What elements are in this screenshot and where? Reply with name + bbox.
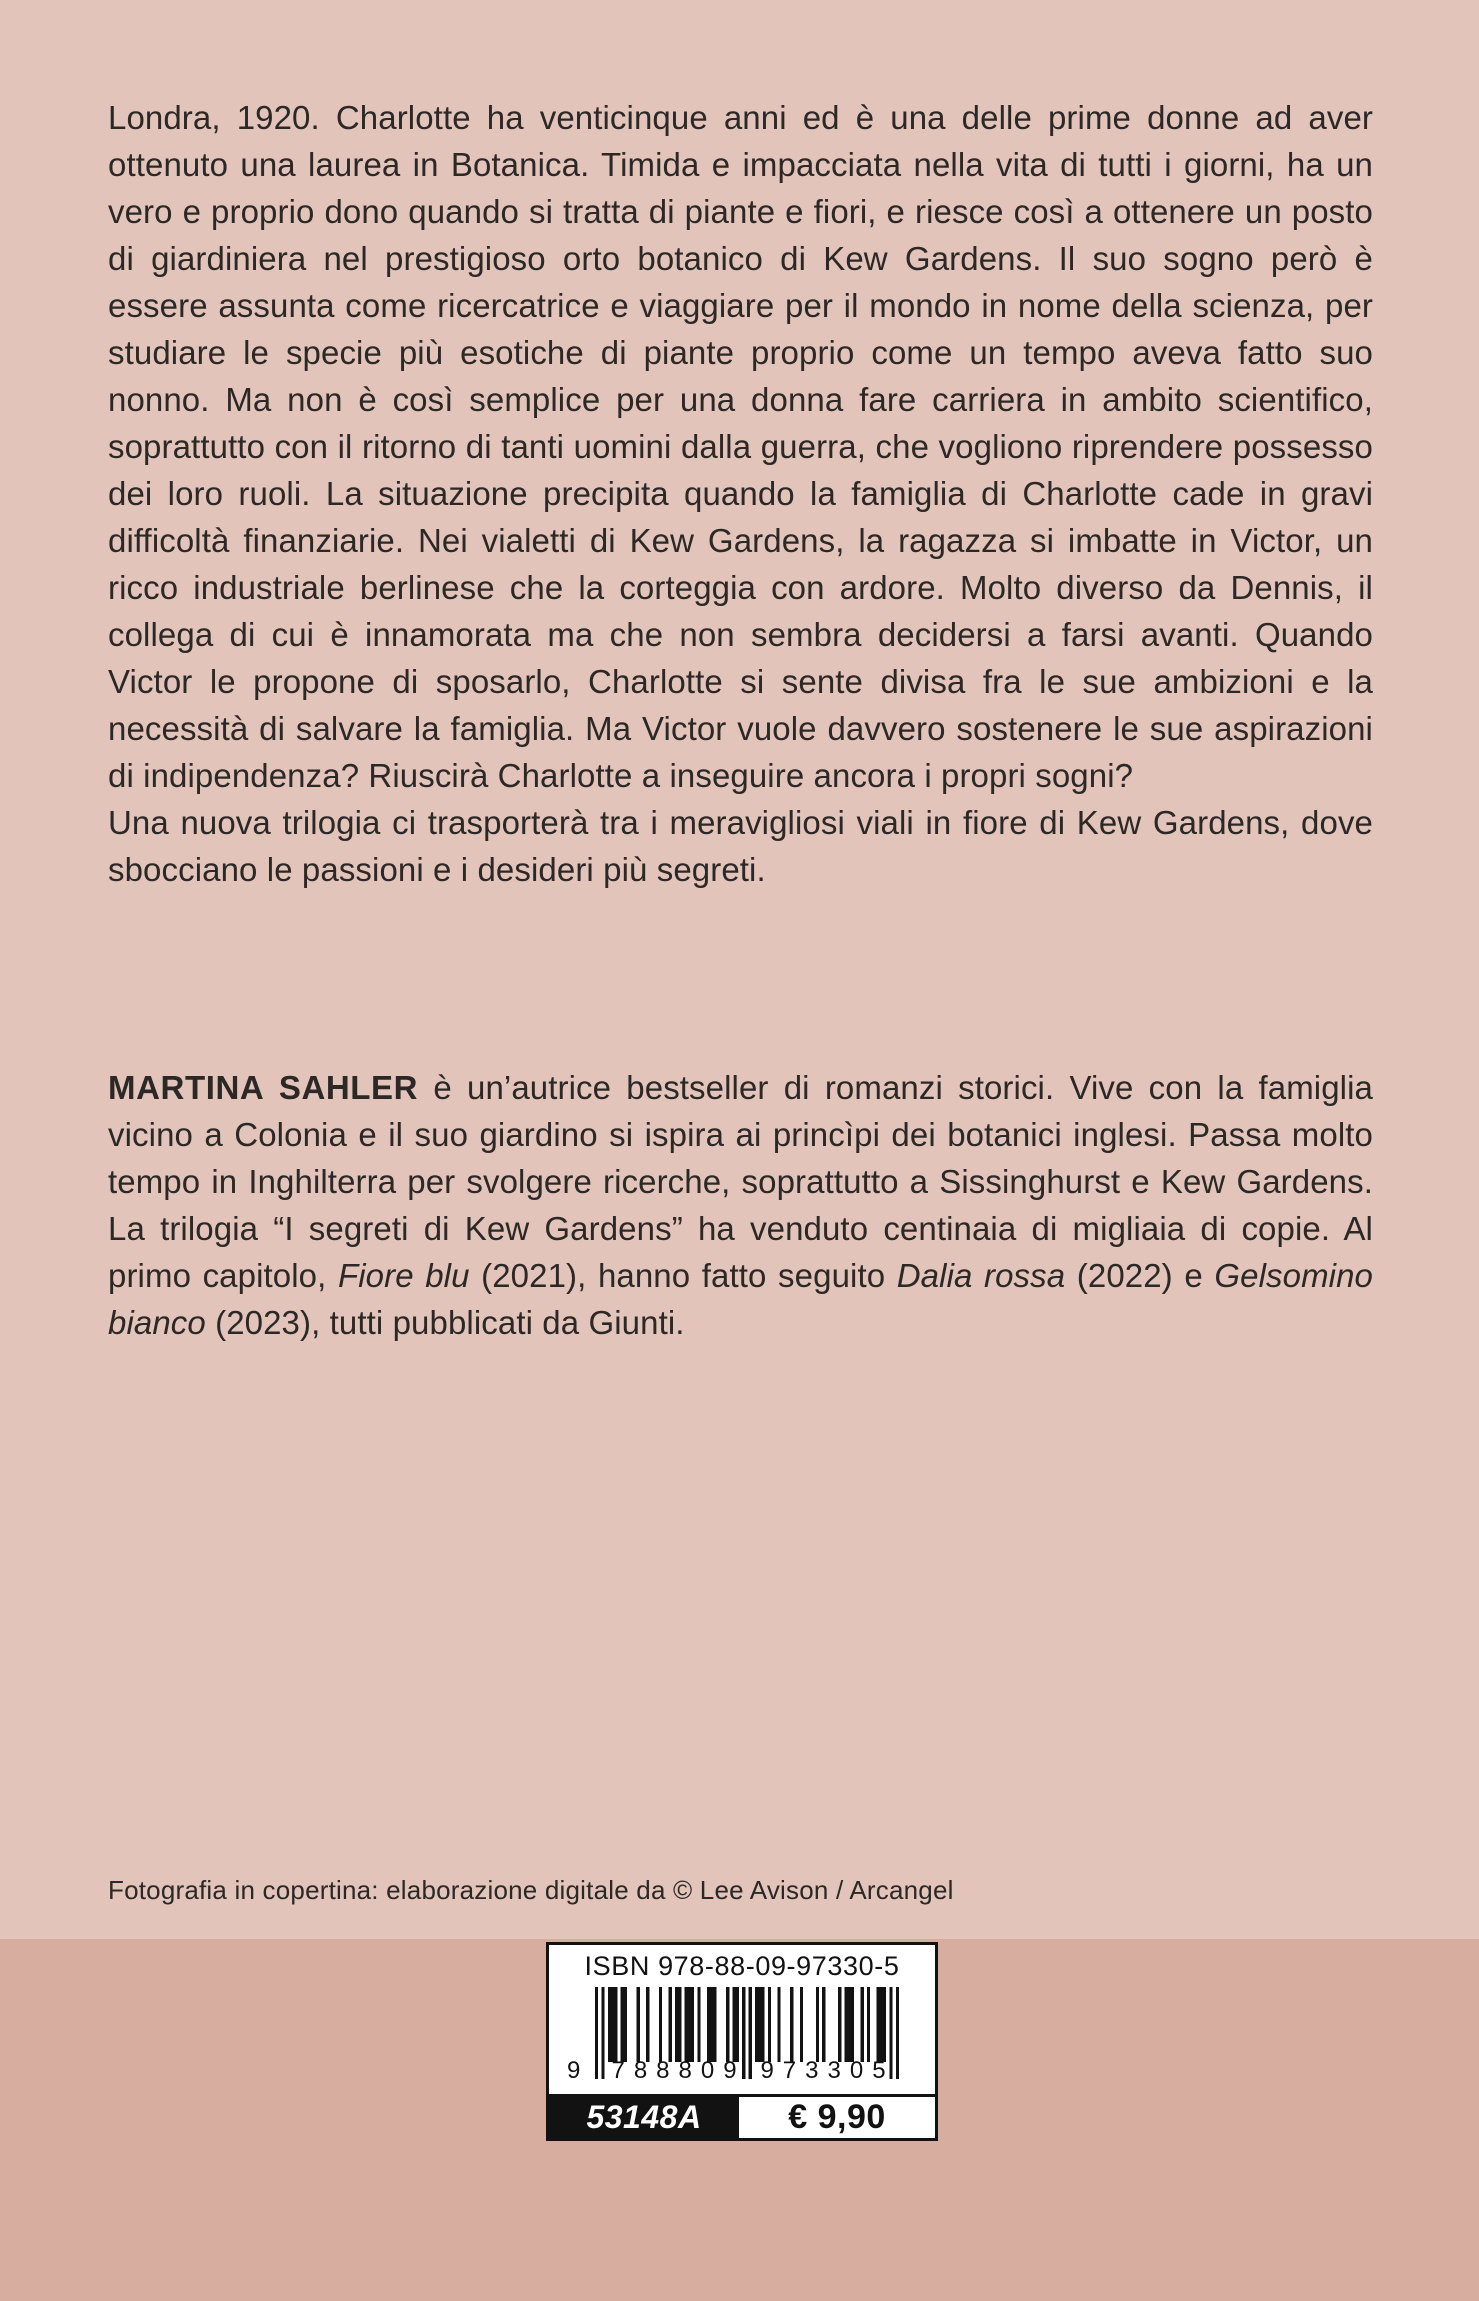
- book-title-gelsomino-bianco: Gelsomino bianco: [108, 1257, 1373, 1341]
- cover-photo-credit: Fotografia in copertina: elaborazione digitale da © Lee Avison / Arcangel: [108, 1875, 954, 1905]
- author-name: MARTINA SAHLER: [108, 1069, 419, 1106]
- book-title-fiore-blu: Fiore blu: [337, 1257, 470, 1294]
- synopsis-paragraph-1: Londra, 1920. Charlotte ha venticinque anni ed è una delle prime donne ad aver ottenuto una laurea in Botanica. Timida e impacciata nella vita di tutti i giorni, ha un vero e proprio dono quando si tratta di piante e fiori, e riesce così a ottenere un posto di giardiniera nel prestigioso orto botanico di Kew Gardens. Il suo sogno però è essere assunta come ricercatrice e viaggiare per il mondo in nome della scienza, per studiare le specie più esotiche di piante proprio come un tempo aveva fatto suo nonno. Ma non è così semplice per una donna fare carriera in ambito scientifico, soprattutto con il ritorno di tanti uomini dalla guerra, che vogliono riprendere possesso dei loro ruoli. La situazione precipita quando la famiglia di Charlotte cade in gravi difficoltà finanziarie. Nei vialetti di Kew Gardens, la ragazza si imbatte in Victor, un ricco industriale berlinese che la corteggia con ardore. Molto diverso da Dennis, il collega di cui è innamorata ma che non sembra decidersi a farsi avanti. Quando Victor le propone di sposarlo, Charlotte si sente divisa fra le sue ambizioni e la necessità di salvare la famiglia. Ma Victor vuole davvero sostenere le sue aspirazioni di indipendenza? Riuscirà Charlotte a inseguire ancora i propri sogni?: [108, 99, 1373, 794]
- bio-segment: (2021), hanno fatto seguito: [469, 1257, 897, 1294]
- book-title-dalia-rossa: Dalia rossa: [896, 1257, 1066, 1294]
- synopsis: [108, 94, 1373, 893]
- isbn-barcode-label: [546, 1942, 938, 2141]
- ean-barcode: [567, 1987, 899, 2086]
- barcode-lead-digit: 9: [567, 2057, 581, 2084]
- bio-segment: (2022) e: [1065, 1257, 1215, 1294]
- author-bio: [108, 1064, 1373, 1346]
- barcode-digits-left: 788809: [611, 2057, 746, 2084]
- price-row: [549, 2094, 935, 2138]
- barcode-digits-right: 973305: [760, 2057, 895, 2084]
- price: € 9,90: [739, 2097, 935, 2138]
- isbn-text: ISBN 978-88-09-97330-5: [584, 1950, 900, 1981]
- bio-segment: (2023), tutti pubblicati da Giunti.: [205, 1304, 685, 1341]
- edition-code: 53148A: [549, 2097, 739, 2138]
- bio-segment: è un’autrice bestseller di romanzi storici. Vive con la famiglia vicino a Colonia e il suo giardino si ispira ai princìpi dei botanici inglesi. Passa molto tempo in Inghilterra per svolgere ricerche, soprattutto a Sissinghurst e Kew Gardens. La trilogia “I segreti di Kew Gardens” ha venduto centinaia di migliaia di copie. Al primo capitolo,: [108, 1069, 1373, 1294]
- synopsis-paragraph-2: Una nuova trilogia ci trasporterà tra i meravigliosi viali in fiore di Kew Gardens, dove sbocciano le passioni e i desideri più segreti.: [108, 804, 1373, 888]
